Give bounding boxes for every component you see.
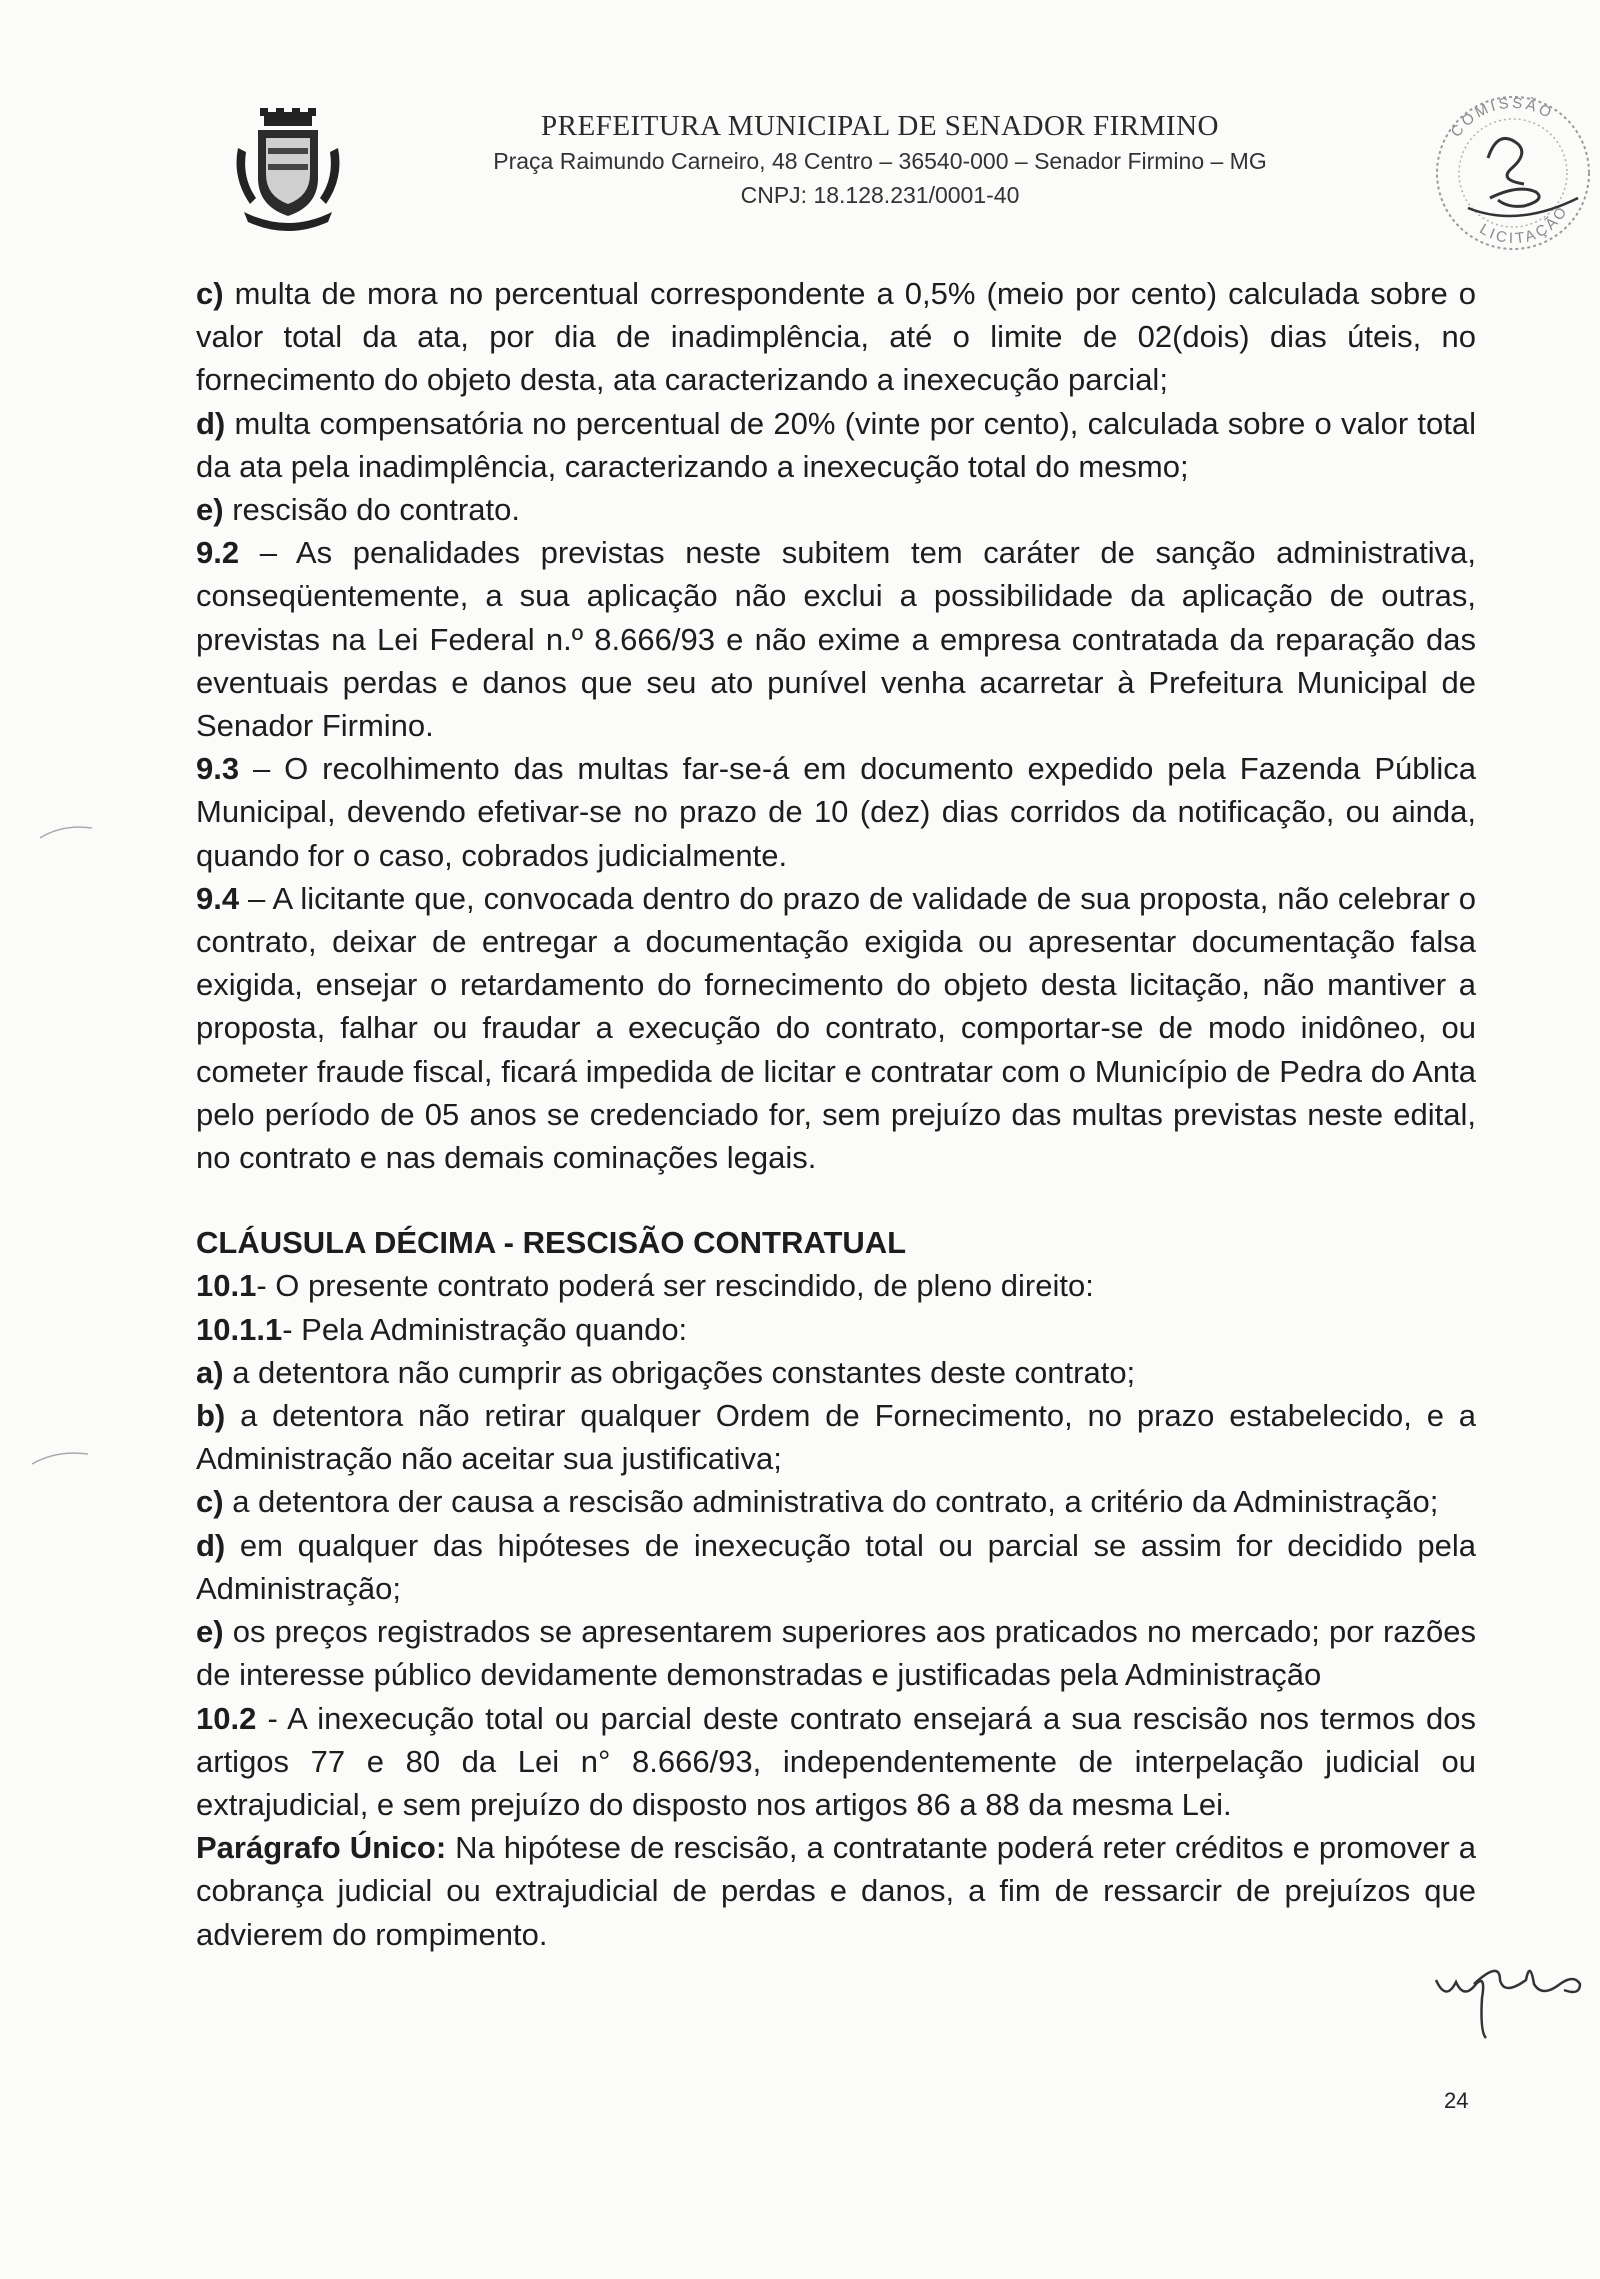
header-title: PREFEITURA MUNICIPAL DE SENADOR FIRMINO — [541, 110, 1219, 142]
paragraph-9-4 — [196, 877, 1476, 1179]
item-label: a) — [196, 1354, 224, 1390]
item-text: a detentora não retirar qualquer Ordem de Fornecimento, no prazo estabelecido, e a Administração não aceitar sua justificativa; — [196, 1398, 1476, 1477]
paragraph-9-3 — [196, 747, 1476, 877]
paragraph-d-multa-compensatoria — [196, 402, 1476, 488]
item-label: b) — [196, 1398, 226, 1434]
item-text: multa de mora no percentual correspondente a 0,5% (meio por cento) calculada sobre o valor total da ata, por dia de inadimplência, até o limite de 02(dois) dias úteis, no fornecimento do objeto desta, ata caracterizando a inexecução parcial; — [196, 276, 1476, 398]
svg-text:LICITAÇÃO — [1477, 202, 1572, 247]
paragraph-9-2 — [196, 531, 1476, 747]
paragraph-10-1 — [196, 1264, 1476, 1307]
page-number: 24 — [1444, 2088, 1469, 2113]
municipal-coat-of-arms-icon — [228, 108, 348, 238]
item-label: 10.1.1 — [196, 1311, 283, 1347]
paragraph-10-1-1 — [196, 1308, 1476, 1351]
item-text: os preços registrados se apresentarem superiores aos praticados no mercado; por razões de interesse público devidamente demonstradas e justificadas pela Administração — [196, 1614, 1476, 1693]
paragraph-c-multa-mora — [196, 272, 1476, 402]
item-label: d) — [196, 405, 226, 441]
letterhead — [380, 108, 1380, 212]
paragraph-unico — [196, 1826, 1476, 1956]
item-label: d) — [196, 1527, 226, 1563]
item-label: 10.1 — [196, 1268, 257, 1304]
item-text: - Pela Administração quando: — [282, 1311, 688, 1347]
item-label: e) — [196, 492, 224, 528]
section-heading: CLÁUSULA DÉCIMA - RESCISÃO CONTRATUAL — [196, 1225, 907, 1261]
margin-mark — [38, 822, 94, 842]
item-label: 9.3 — [196, 751, 240, 787]
item-label: c) — [196, 276, 224, 311]
paragraph-d — [196, 1524, 1476, 1610]
item-text: – As penalidades previstas neste subitem tem caráter de sanção administrativa, conseqüentemente, a sua aplicação não exclui a possibilidade da aplicação de outras, previstas na Lei Federal n.º 8.666/93 e não exime a empresa contratada da reparação das eventuais perdas e danos que seu ato punível venha acarretar à Prefeitura Municipal de Senador Firmino. — [196, 535, 1476, 744]
item-text: a detentora der causa a rescisão administrativa do contrato, a critério da Administração; — [223, 1484, 1439, 1520]
item-text: Na hipótese de rescisão, a contratante poderá reter créditos e promover a cobrança judicial ou extrajudicial de perdas e danos, a fim de ressarcir de prejuízos que advierem do rompimento. — [196, 1830, 1476, 1952]
item-text: – O recolhimento das multas far-se-á em documento expedido pela Fazenda Pública Municipal, devendo efetivar-se no prazo de 10 (dez) dias corridos da notificação, ou ainda, quando for o caso, cobrados judicialmente. — [196, 751, 1476, 873]
svg-text:COMISSÃO — [1448, 95, 1557, 141]
paragraph-e — [196, 1610, 1476, 1696]
paragraph-c — [196, 1480, 1476, 1523]
header-cnpj: CNPJ: 18.128.231/0001-40 — [740, 182, 1020, 208]
paragraph-a — [196, 1351, 1476, 1394]
item-label: e) — [196, 1614, 224, 1650]
header-address: Praça Raimundo Carneiro, 48 Centro – 36540-000 – Senador Firmino – MG — [493, 148, 1267, 174]
item-text: a detentora não cumprir as obrigações constantes deste contrato; — [223, 1354, 1136, 1390]
paragraph-e-rescisao — [196, 488, 1476, 531]
item-label: 9.4 — [196, 880, 240, 916]
item-label: 10.2 — [196, 1700, 257, 1736]
item-text: - A inexecução total ou parcial deste contrato ensejará a sua rescisão nos termos dos artigos 77 e 80 da Lei n° 8.666/93, independentemente de interpelação judicial ou extrajudicial, e sem prejuízo do disposto nos artigos 86 a 88 da mesma Lei. — [196, 1700, 1476, 1822]
handwritten-initials-icon — [1430, 1940, 1600, 2040]
document-body — [196, 272, 1476, 1956]
commission-stamp-icon — [1428, 88, 1598, 258]
item-text: multa compensatória no percentual de 20% (vinte por cento), calculada sobre o valor total da ata pela inadimplência, caracterizando a inexecução total do mesmo; — [196, 405, 1476, 484]
item-label: 9.2 — [196, 535, 240, 571]
item-label: c) — [196, 1484, 224, 1520]
paragraph-b — [196, 1394, 1476, 1480]
margin-mark — [30, 1448, 90, 1468]
item-label: Parágrafo Único: — [196, 1830, 447, 1866]
stamp-text-top: COMISSÃO — [1447, 94, 1557, 141]
item-text: em qualquer das hipóteses de inexecução total ou parcial se assim for decidido pela Administração; — [196, 1527, 1476, 1606]
item-text: rescisão do contrato. — [223, 492, 520, 528]
item-text: - O presente contrato poderá ser rescindido, de pleno direito: — [256, 1268, 1094, 1304]
item-text: – A licitante que, convocada dentro do prazo de validade de sua proposta, não celebrar o contrato, deixar de entregar a documentação exigida ou apresentar documentação falsa exigida, ensejar o retardamento do fornecimento do objeto desta licitação, não mantiver a proposta, falhar ou fraudar a execução do contrato, comportar-se de modo inidôneo, ou cometer fraude fiscal, ficará impedida de licitar e contratar com o Município de Pedra do Anta pelo período de 05 anos se credenciado for, sem prejuízo das multas previstas neste edital, no contrato e nas demais cominações legais. — [196, 880, 1476, 1176]
paragraph-10-2 — [196, 1697, 1476, 1827]
stamp-text-bottom: LICITAÇÃO — [1476, 202, 1572, 248]
